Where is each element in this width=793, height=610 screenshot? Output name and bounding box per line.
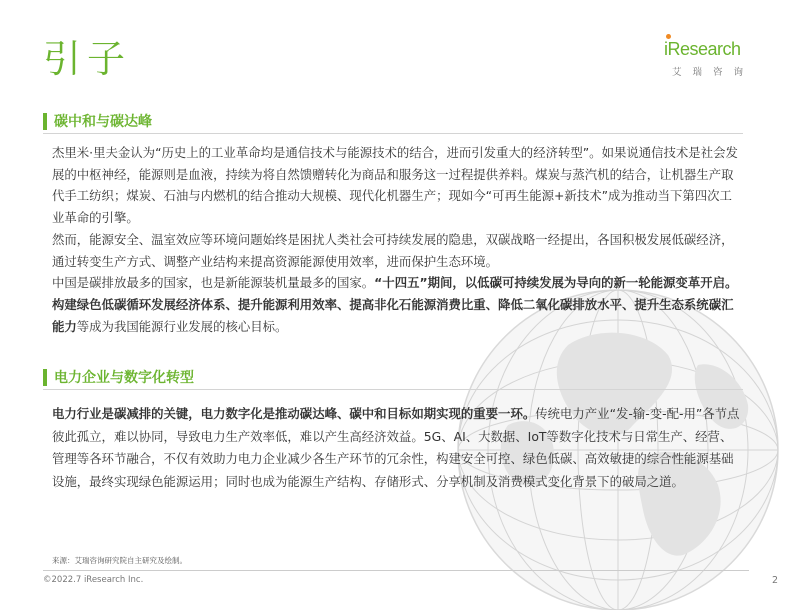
section-divider (43, 133, 743, 134)
page-title: 引子 (43, 37, 132, 81)
section-header-power (43, 367, 743, 389)
paragraph: 电力行业是碳减排的关键，电力数字化是推动碳达峰、碳中和目标如期实现的重要一环。传统电力产业“发-输-变-配-用”各节点彼此孤立，难以协同，导致电力生产效率低，难以产生高经济效益。5G、AI、大数据、IoT等数字化技术与日常生产、经营、管理等各环节融合，不仅有效助力电力企业减少各生产环节的冗余性，构建安全可控、绿色低碳、高效敏捷的综合性能源基础设施，最终实现绿色能源运用；同时也成为能源生产结构、存储形式、分享机制及消费模式变化背景下的破局之道。 (52, 406, 740, 489)
logo-subtitle: 艾瑞咨询 (672, 67, 755, 78)
section-title: 碳中和与碳达峰 (54, 114, 152, 130)
paragraph: 然而，能源安全、温室效应等环境问题始终是困扰人类社会可持续发展的隐患，双碳战略一经提出，各国积极发展低碳经济，通过转变生产方式、调整产业结构来提高资源能源使用效率，进而保护生态环境。 (52, 231, 734, 269)
emphasis-text: “十四五”期间，以低碳可持续发展为导向的新一轮能源变革开启。构建绿色低碳循环发展经济体系、提升能源利用效率、提高非化石能源消费比重、降低二氧化碳排放水平、提升生态系统碳汇能力 (52, 275, 738, 334)
section-title: 电力企业与数字化转型 (54, 370, 194, 386)
logo-wordmark: iResearch (664, 40, 756, 58)
section-accent-bar (43, 113, 47, 130)
footer-divider (43, 570, 749, 571)
section-accent-bar (43, 369, 47, 386)
source-note: 来源：艾瑞咨询研究院自主研究及绘制。 (52, 556, 187, 565)
logo-dot-icon (666, 34, 671, 39)
section-divider (43, 389, 743, 390)
emphasis-text: 电力行业是碳减排的关键，电力数字化是推动碳达峰、碳中和目标如期实现的重要一环。 (52, 406, 536, 421)
section-header-carbon (43, 111, 743, 133)
iresearch-logo (664, 40, 756, 78)
paragraph: 杰里米·里夫金认为“历史上的工业革命均是通信技术与能源技术的结合，进而引发重大的经济转型”。如果说通信技术是社会发展的中枢神经，能源则是血液，持续为将自然馈赠转化为商品和服务这一过程提供养料。煤炭与蒸汽机的结合，让机器生产取代手工纺织；煤炭、石油与内燃机的结合推动大规模、现代化机器生产；现如今“可再生能源+新技术”成为推动当下第四次工业革命的引擎。 (52, 145, 738, 226)
page-number: 2 (772, 575, 779, 586)
paragraph: 中国是碳排放最多的国家，也是新能源装机量最多的国家。“十四五”期间，以低碳可持续发展为导向的新一轮能源变革开启。构建绿色低碳循环发展经济体系、提升能源利用效率、提高非化石能源消费比重、降低二氧化碳排放水平、提升生态系统碳汇能力等成为我国能源行业发展的核心目标。 (52, 275, 738, 334)
section2-body (52, 403, 742, 493)
section1-body (52, 142, 742, 337)
copyright: ©2022.7 iResearch Inc. (43, 575, 144, 585)
